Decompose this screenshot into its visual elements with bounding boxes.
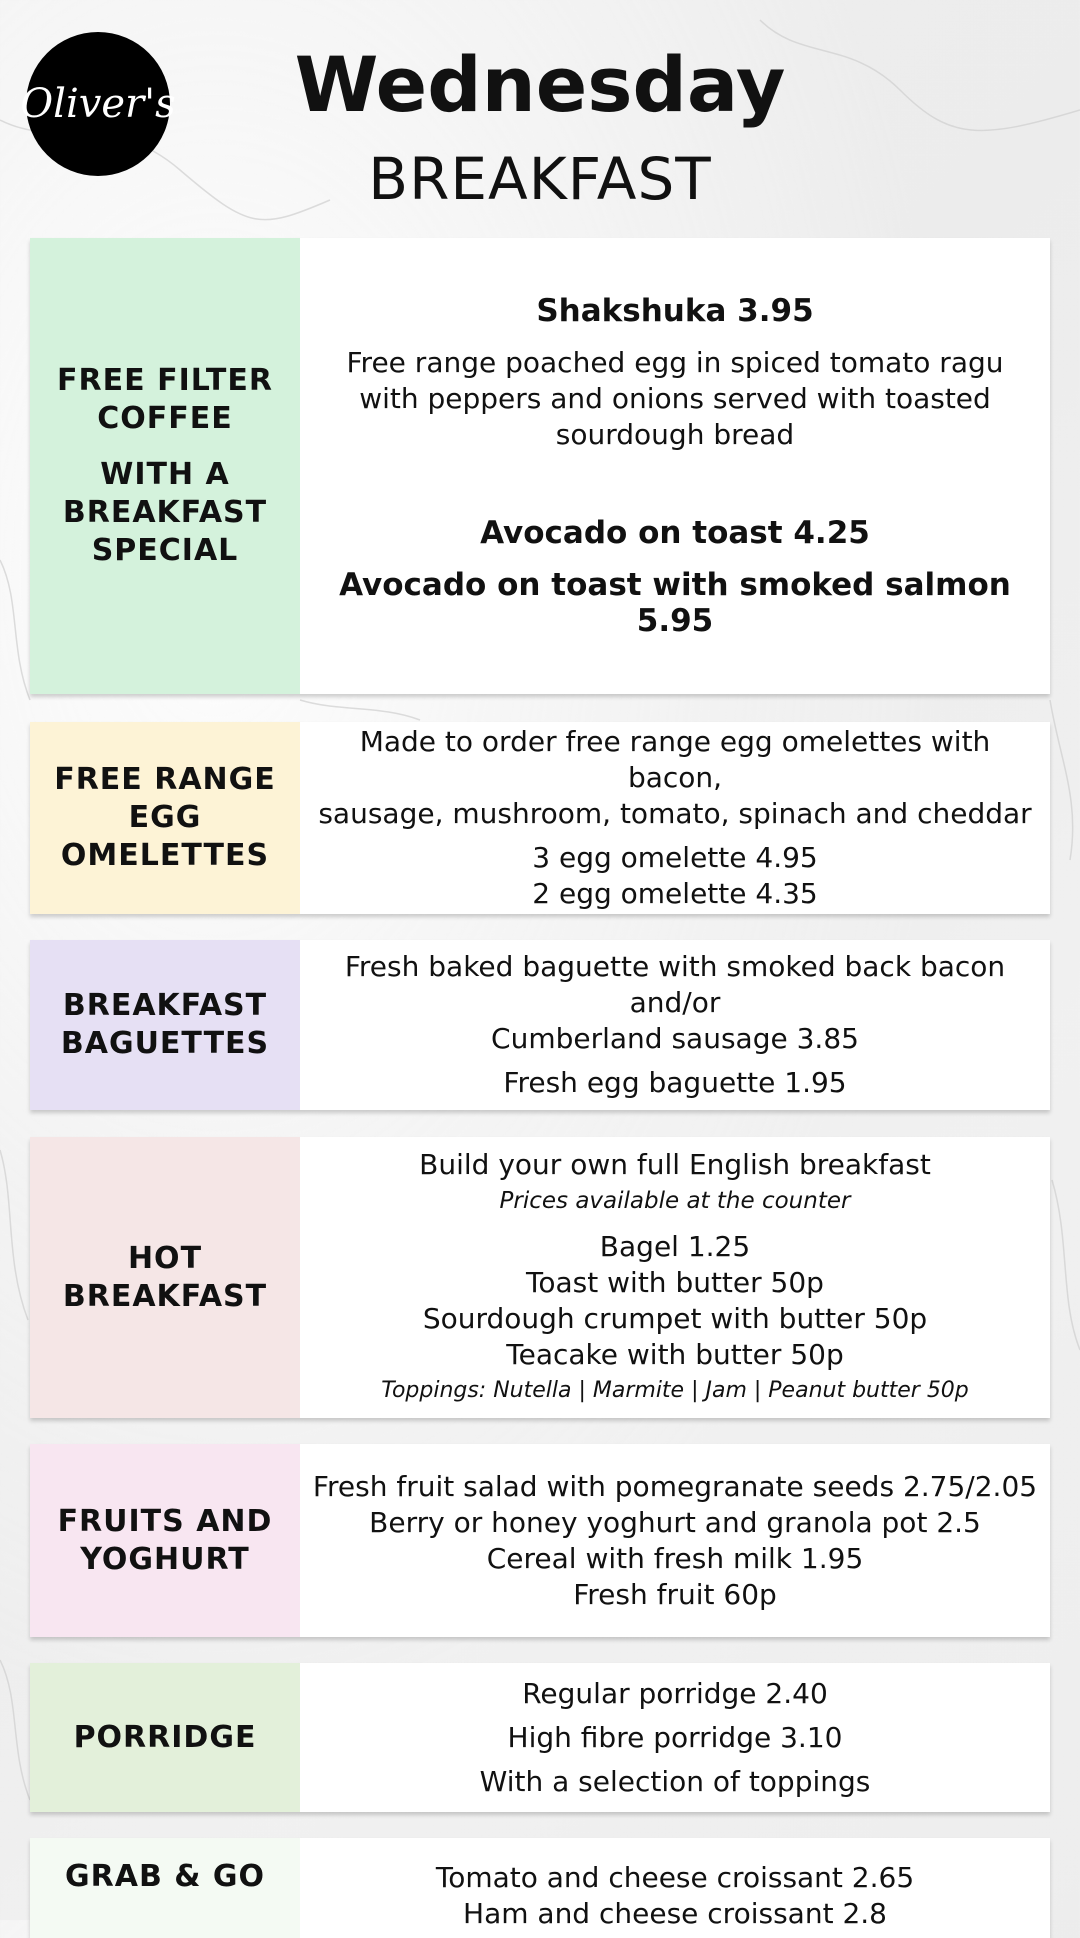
category-label bbox=[30, 1838, 300, 1938]
menu-item-toast: Toast with butter 50p bbox=[526, 1265, 824, 1299]
menu-item-cereal: Cereal with fresh milk 1.95 bbox=[486, 1541, 864, 1575]
section-free-range-egg-omelettes bbox=[30, 722, 1050, 914]
category-line: BREAKFAST bbox=[62, 988, 268, 1023]
menu-item-note: Prices available at the counter bbox=[499, 1187, 851, 1214]
menu-item-description: Free range poached egg in spiced tomato ragu bbox=[346, 346, 1004, 379]
menu-item-full-english: Build your own full English breakfast bbox=[419, 1147, 931, 1181]
menu-item-teacake: Teacake with butter 50p bbox=[506, 1337, 844, 1371]
category-line: BAGUETTES bbox=[60, 1026, 270, 1061]
menu-item-tomato-croissant: Tomato and cheese croissant 2.65 bbox=[435, 1861, 915, 1894]
menu-items bbox=[300, 1444, 1050, 1637]
category-line: GRAB & GO bbox=[65, 1859, 265, 1894]
category-line: BREAKFAST bbox=[62, 495, 268, 530]
category-line: FREE RANGE bbox=[54, 762, 276, 797]
menu-item-crumpet: Sourdough crumpet with butter 50p bbox=[422, 1301, 928, 1335]
category-line: YOGHURT bbox=[80, 1541, 250, 1577]
menu-item-description: Cumberland sausage 3.85 bbox=[491, 1022, 859, 1055]
menu-item-description: sourdough bread bbox=[555, 418, 795, 451]
menu-item-bagel: Bagel 1.25 bbox=[599, 1229, 751, 1263]
category-label bbox=[30, 1663, 300, 1812]
menu-item-fresh-fruit: Fresh fruit 60p bbox=[573, 1577, 777, 1611]
category-line: PORRIDGE bbox=[73, 1719, 257, 1755]
section-fruits-and-yoghurt bbox=[30, 1444, 1050, 1637]
menu-item-high-fibre-porridge: High fibre porridge 3.10 bbox=[507, 1720, 843, 1754]
menu-items bbox=[300, 238, 1050, 694]
category-line: EGG bbox=[128, 800, 202, 835]
page-subtitle-meal: BREAKFAST bbox=[368, 145, 712, 213]
menu-items bbox=[300, 722, 1050, 914]
section-free-filter-coffee bbox=[30, 238, 1050, 694]
section-breakfast-baguettes bbox=[30, 940, 1050, 1110]
menu-item-toppings: With a selection of toppings bbox=[479, 1764, 871, 1798]
category-line: FREE FILTER bbox=[57, 363, 273, 398]
menu-item-description: Fresh baked baguette with smoked back bacon and/or bbox=[344, 950, 1006, 1019]
category-line: HOT bbox=[127, 1240, 203, 1276]
menu-item-3-egg: 3 egg omelette 4.95 bbox=[532, 841, 818, 874]
category-label bbox=[30, 722, 300, 914]
category-line: BREAKFAST bbox=[62, 1278, 268, 1314]
section-hot-breakfast bbox=[30, 1137, 1050, 1418]
menu-item-avocado-salmon: Avocado on toast with smoked salmon 5.95 bbox=[339, 567, 1011, 639]
menu-items bbox=[300, 1663, 1050, 1812]
section-porridge bbox=[30, 1663, 1050, 1812]
menu-items bbox=[300, 1137, 1050, 1418]
menu-item-description: Made to order free range egg omelettes with bacon, bbox=[359, 725, 991, 794]
menu-item-yoghurt-pot: Berry or honey yoghurt and granola pot 2.5 bbox=[369, 1505, 981, 1539]
menu-item-egg-baguette: Fresh egg baguette 1.95 bbox=[503, 1066, 847, 1099]
category-line: FRUITS AND bbox=[57, 1503, 273, 1539]
menu-item-description: with peppers and onions served with toasted bbox=[359, 382, 991, 415]
page-title-day: Wednesday bbox=[294, 40, 786, 129]
category-line: WITH A bbox=[100, 457, 230, 492]
category-label bbox=[30, 1444, 300, 1637]
category-line: COFFEE bbox=[97, 401, 233, 436]
menu-item-description: sausage, mushroom, tomato, spinach and cheddar bbox=[318, 797, 1032, 830]
menu-item-toppings: Toppings: Nutella | Marmite | Jam | Peanut butter 50p bbox=[381, 1377, 969, 1403]
menu-item-regular-porridge: Regular porridge 2.40 bbox=[522, 1676, 828, 1710]
menu-item-2-egg: 2 egg omelette 4.35 bbox=[532, 877, 818, 910]
category-line: OMELETTES bbox=[60, 838, 270, 873]
section-grab-and-go bbox=[30, 1838, 1050, 1938]
menu-item-ham-croissant: Ham and cheese croissant 2.8 bbox=[463, 1897, 887, 1930]
category-line: SPECIAL bbox=[91, 533, 239, 568]
category-label bbox=[30, 238, 300, 694]
logo-text: Oliver's bbox=[20, 81, 176, 127]
category-label bbox=[30, 940, 300, 1110]
category-label bbox=[30, 1137, 300, 1418]
menu-item-shakshuka: Shakshuka 3.95 bbox=[536, 293, 814, 329]
menu-items bbox=[300, 1838, 1050, 1938]
menu-item-fruit-salad: Fresh fruit salad with pomegranate seeds 2.75/2.05 bbox=[312, 1469, 1038, 1503]
menu-items bbox=[300, 940, 1050, 1110]
menu-item-avocado-toast: Avocado on toast 4.25 bbox=[480, 515, 870, 551]
